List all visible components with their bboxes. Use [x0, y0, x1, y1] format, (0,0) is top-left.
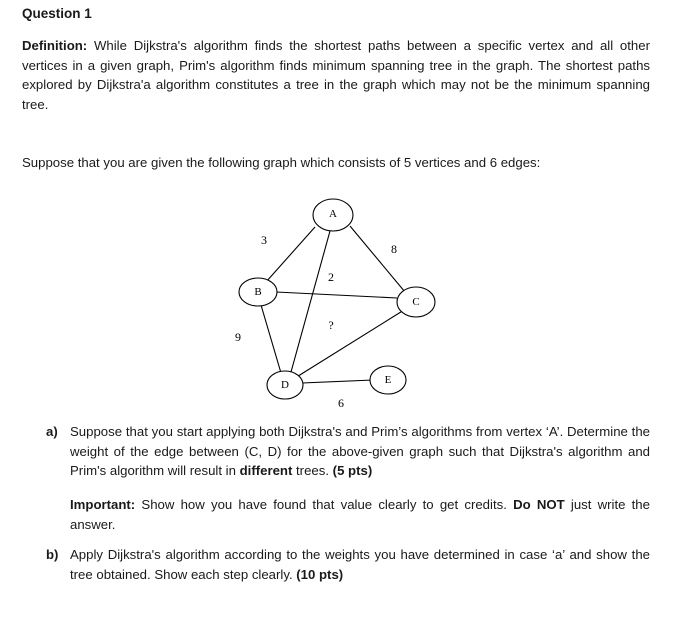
edge-a-d-weight: 2: [328, 270, 334, 284]
important-text: [70, 495, 650, 534]
node-c-label: C: [412, 296, 420, 308]
definition-label: Definition:: [22, 38, 88, 53]
edge-a-b-weight: 3: [261, 233, 267, 247]
important-label: Important:: [70, 497, 136, 512]
question-title: Question 1: [22, 6, 92, 21]
node-a-label: A: [329, 208, 337, 220]
part-b-text-1: Apply Dijkstra's algorithm according to the weights you have determined in case ‘a’ and show the tree obtained. Show each step clearly.: [70, 547, 650, 582]
edge-d-e: [302, 380, 373, 383]
part-a: [46, 422, 650, 481]
important-note: [46, 495, 650, 534]
edge-a-d: [291, 231, 330, 372]
important-text-2: just write the answer.: [70, 497, 650, 532]
part-b-text: [70, 545, 650, 584]
part-b-points: (10 pts): [296, 566, 344, 582]
edge-b-c: [276, 292, 397, 298]
part-a-text-2: trees.: [292, 463, 333, 479]
edge-b-d: [261, 305, 281, 373]
edge-a-c: [350, 226, 405, 292]
edge-c-d-weight: ?: [328, 318, 334, 332]
definition-text: While Dijkstra's algorithm finds the shortest paths between a specific vertex and all other vertices in a given graph, Prim's algorithm finds minimum spanning tree in the graph. The shortest paths explored by Dijkstra'a algorithm constitutes a tree in the graph which may not be the minimum spanning tree.: [22, 38, 650, 112]
edge-b-d-weight: 9: [235, 330, 241, 344]
graph-intro-text: Suppose that you are given the following graph which consists of 5 vertices and 6 edges:: [22, 155, 541, 170]
node-b-label: B: [254, 286, 262, 298]
part-b-marker: b): [46, 547, 59, 562]
node-e-label: E: [384, 374, 392, 386]
part-b: [46, 545, 650, 584]
edge-a-c-weight: 8: [391, 242, 397, 256]
part-a-marker: a): [46, 424, 58, 439]
edge-d-e-weight: 6: [338, 396, 344, 410]
important-emphasis: Do NOT: [513, 497, 565, 512]
part-a-text: [70, 422, 650, 481]
node-d-label: D: [281, 379, 289, 391]
part-a-text-1: Suppose that you start applying both Dijkstra's and Prim’s algorithms from vertex ‘A’. Determine the weight of the edge between (C, D) for the above-given graph such that Dijkstra's algorithm and Prim's algorithm will result in: [70, 424, 650, 479]
part-a-points: (5 pts): [332, 463, 373, 479]
important-text-1: Show how you have found that value clearly to get credits.: [135, 497, 514, 512]
part-a-emphasis: different: [239, 463, 293, 479]
edge-a-b: [266, 227, 315, 282]
